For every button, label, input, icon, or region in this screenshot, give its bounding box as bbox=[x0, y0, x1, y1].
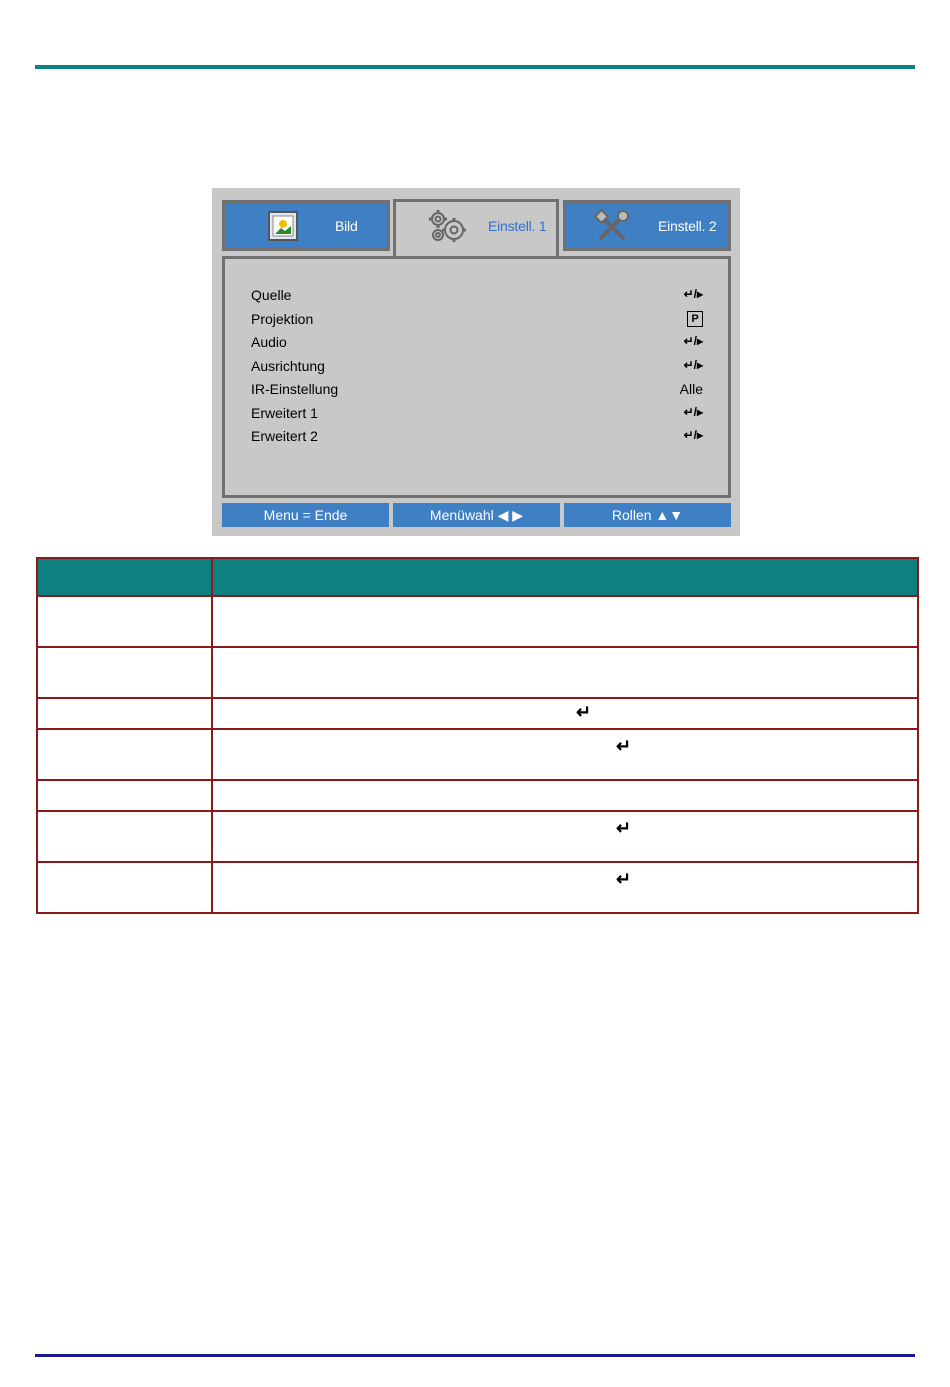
menu-scroll-hint: Rollen ▲▼ bbox=[564, 503, 731, 527]
table-header-cell bbox=[37, 558, 212, 596]
table-cell bbox=[212, 862, 918, 913]
description-table bbox=[36, 557, 919, 914]
menu-item-label: Quelle bbox=[251, 287, 292, 303]
table-row bbox=[37, 596, 918, 647]
menu-item-label: Ausrichtung bbox=[251, 358, 325, 374]
menu-item-label: Erweitert 2 bbox=[251, 428, 318, 444]
table-cell bbox=[37, 729, 212, 780]
menu-item-label: Audio bbox=[251, 334, 287, 350]
tab-einstell-1[interactable] bbox=[393, 199, 559, 259]
table-row bbox=[37, 811, 918, 862]
table-cell bbox=[212, 811, 918, 862]
picture-icon bbox=[267, 210, 299, 242]
enter-icon: ↵ bbox=[616, 818, 632, 838]
table-cell bbox=[212, 698, 918, 729]
table-cell bbox=[37, 780, 212, 811]
table-cell bbox=[37, 596, 212, 647]
tab-einstell-1-label: Einstell. 1 bbox=[488, 218, 547, 234]
menu-item-label: IR-Einstellung bbox=[251, 381, 339, 397]
menu-select-hint: Menüwahl ◀ ▶ bbox=[393, 503, 560, 527]
table-row bbox=[37, 780, 918, 811]
table-row bbox=[37, 862, 918, 913]
menu-item-erweitert-2[interactable] bbox=[251, 428, 703, 448]
tab-einstell-2-label: Einstell. 2 bbox=[658, 218, 717, 234]
enter-icon: ↵ bbox=[616, 869, 632, 889]
menu-exit-hint: Menu = Ende bbox=[222, 503, 389, 527]
table-row bbox=[37, 698, 918, 729]
menu-item-quelle[interactable] bbox=[251, 287, 703, 307]
osd-menu bbox=[212, 188, 740, 536]
tab-einstell-2[interactable] bbox=[563, 200, 731, 251]
enter-right-icon: ↵/▸ bbox=[683, 358, 703, 372]
projection-mode-icon: P bbox=[687, 311, 703, 327]
table-cell bbox=[37, 862, 212, 913]
menu-item-label: Projektion bbox=[251, 311, 314, 327]
enter-right-icon: ↵/▸ bbox=[683, 287, 703, 301]
menu-item-label: Erweitert 1 bbox=[251, 405, 318, 421]
top-rule bbox=[35, 65, 915, 69]
table-header-row bbox=[37, 558, 918, 596]
table-cell bbox=[37, 811, 212, 862]
enter-right-icon: ↵/▸ bbox=[683, 334, 703, 348]
menu-item-projektion[interactable] bbox=[251, 311, 703, 331]
menu-item-erweitert-1[interactable] bbox=[251, 405, 703, 425]
table-cell bbox=[212, 729, 918, 780]
tools-icon bbox=[594, 209, 630, 245]
tab-bild[interactable] bbox=[222, 200, 390, 251]
gears-icon bbox=[426, 208, 470, 244]
menu-panel bbox=[222, 256, 731, 498]
menu-item-audio[interactable] bbox=[251, 334, 703, 354]
enter-icon: ↵ bbox=[576, 702, 592, 722]
enter-right-icon: ↵/▸ bbox=[683, 405, 703, 419]
table-cell bbox=[212, 647, 918, 698]
menu-item-ausrichtung[interactable] bbox=[251, 358, 703, 378]
enter-right-icon: ↵/▸ bbox=[683, 428, 703, 442]
tab-bild-label: Bild bbox=[335, 218, 358, 234]
enter-icon: ↵ bbox=[616, 736, 632, 756]
table-row bbox=[37, 647, 918, 698]
table-header-cell bbox=[212, 558, 918, 596]
table-cell bbox=[37, 647, 212, 698]
menu-item-ir-einstellung[interactable] bbox=[251, 381, 703, 401]
bottom-rule bbox=[35, 1354, 915, 1357]
table-cell bbox=[212, 596, 918, 647]
table-cell bbox=[212, 780, 918, 811]
table-cell bbox=[37, 698, 212, 729]
table-row bbox=[37, 729, 918, 780]
menu-item-value: Alle bbox=[679, 381, 703, 397]
